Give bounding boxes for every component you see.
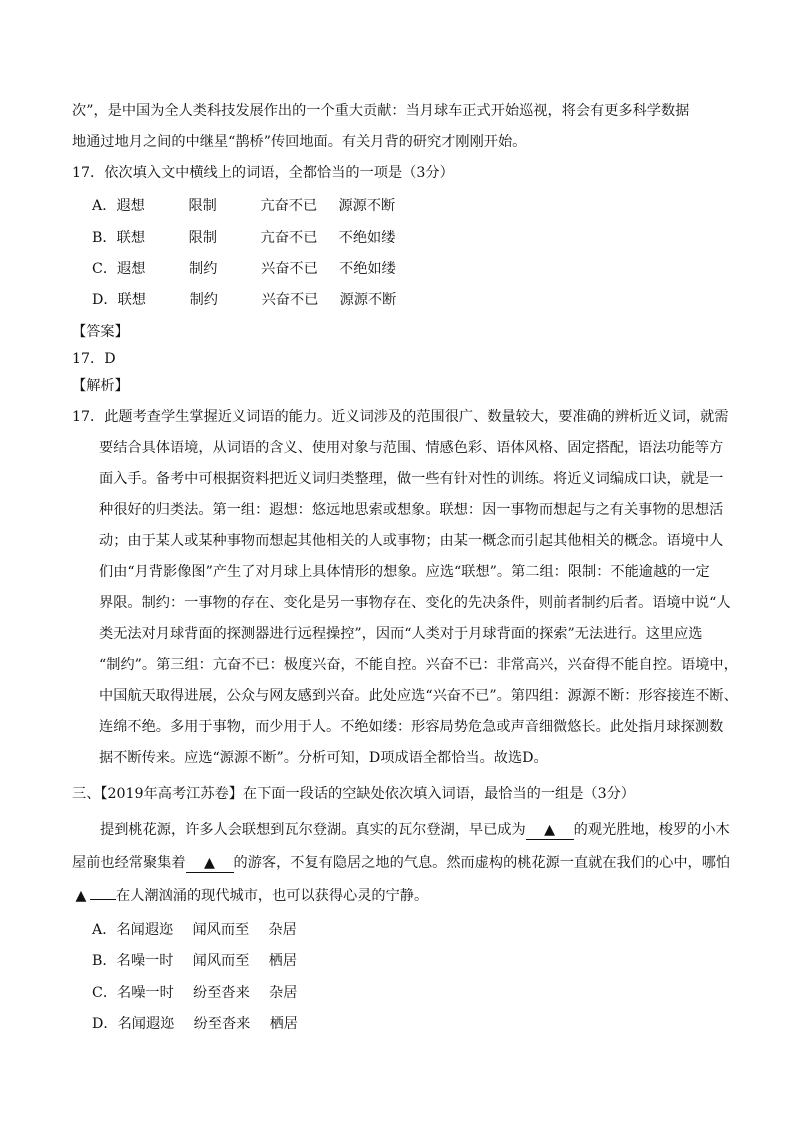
analysis-line: 据不断传来。应选“源源不断”。分析可知，D项成语全都恰当。故选D。 [99, 750, 548, 766]
analysis-line: “制约”。第三组：亢奋不已：极度兴奋，不能自控。兴奋不已：非常高兴，兴奋得不能自控。语境中， [99, 657, 738, 673]
option-word-3: 兴奋不已 [261, 261, 318, 277]
option-word-1: 联想 [117, 292, 146, 308]
option-word-2: 制约 [189, 292, 218, 308]
passage-text: 屋前也经常聚集着 [72, 855, 186, 871]
option-word-2: 纷至沓来 [193, 1016, 251, 1032]
option-letter: B． [92, 953, 117, 969]
option-word-4: 不绝如缕 [338, 230, 396, 246]
option-word-1: 名闻遐迩 [117, 1016, 175, 1032]
answer-label: 【答案】 [72, 324, 129, 340]
option-word-3: 兴奋不已 [261, 292, 319, 308]
option-word-2: 限制 [188, 198, 217, 214]
option-word-3: 亢奋不已 [260, 230, 318, 246]
analysis-line: 中国航天取得进展，公众与网友感到兴奋。此处应选“兴奋不已”。第四组：源源不断：形容接连不断、 [99, 688, 738, 704]
passage-line-1 [100, 820, 730, 840]
analysis-line: 类无法对月球背面的探测器进行远程操控”，因而“人类对于月球背面的探索”无法进行。这里应选 [99, 626, 703, 642]
option-word-4: 源源不断 [339, 292, 397, 308]
passage-text: 的游客，不复有隐居之地的气息。然而虚构的桃花源一直就在我们的心中，哪怕 [233, 855, 731, 871]
q17-option-c [92, 259, 396, 279]
q17-option-d [92, 290, 396, 310]
option-word-3: 亢奋不已 [260, 198, 318, 214]
passage-line-3 [72, 886, 428, 906]
analysis-line: 动；由于某人或某种事物而想起其他相关的人或事物；由某一概念而引起其他相关的概念。语境中人 [99, 533, 724, 549]
sec3-option-d [92, 1014, 298, 1034]
option-word-1: 联想 [116, 230, 146, 246]
analysis-line: 们由“月背影像图”产生了对月球上具体情形的想象。应选“联想”。第二组：限制：不能逾越的一定 [99, 564, 710, 580]
analysis-line: 要结合具体语境，从词语的含义、使用对象与范围、情感色彩、语体风格、固定搭配，语法功能等方 [99, 440, 724, 456]
option-word-4: 源源不断 [338, 198, 396, 214]
option-letter: A． [92, 922, 117, 938]
passage-text: 提到桃花源，许多人会联想到瓦尔登湖。真实的瓦尔登湖，早已成为 [100, 822, 526, 838]
analysis-line: 连绵不绝。多用于事物，而少用于人。不绝如缕：形容局势危急或声音细微悠长。此处指月球探测数 [99, 719, 724, 735]
option-word-2: 限制 [188, 230, 218, 246]
option-letter: C． [92, 985, 118, 1001]
option-word-2: 制约 [189, 261, 218, 277]
analysis-line: 界限。制约：一事物的存在、变化是另一事物存在、变化的先决条件，则前者制约后者。语境中说“人 [99, 595, 731, 611]
intro-line-1: 次”，是中国为全人类科技发展作出的一个重大贡献：当月球车正式开始巡视，将会有更多科学数据 [72, 103, 690, 119]
sec3-option-a [92, 920, 297, 940]
option-word-1: 名闻遐迩 [116, 922, 174, 938]
answer-value: 17．D [72, 351, 116, 367]
fill-blank-3-underline [90, 899, 116, 900]
option-word-1: 遐想 [116, 198, 145, 214]
sec3-option-c [92, 983, 297, 1003]
option-word-3: 栖居 [269, 1016, 298, 1032]
option-word-2: 纷至沓来 [193, 985, 250, 1001]
passage-line-2 [72, 853, 730, 873]
option-letter: D． [92, 1016, 118, 1032]
section-3-heading: 三、【2019年高考江苏卷】在下面一段话的空缺处依次填入词语，最恰当的一组是（3分） [72, 786, 635, 802]
option-word-3: 栖居 [268, 953, 298, 969]
option-word-4: 不绝如缕 [339, 261, 396, 277]
question-17-stem: 17．依次填入文中横线上的词语，全都恰当的一项是（3分） [72, 165, 454, 181]
passage-text: 在人潮汹涌的现代城市，也可以获得心灵的宁静。 [116, 888, 429, 904]
q17-option-a [92, 196, 395, 216]
option-word-1: 名噪一时 [117, 985, 174, 1001]
analysis-line: 17．此题考查学生掌握近义词语的能力。近义词涉及的范围很广、数量较大，要准确的辨析近义词，就需 [72, 409, 729, 425]
q17-option-b [92, 228, 395, 248]
fill-blank-3: ▲ [75, 888, 87, 904]
option-word-3: 杂居 [269, 985, 298, 1001]
option-word-2: 闻风而至 [192, 922, 250, 938]
intro-line-2: 地通过地月之间的中继星“鹊桥”传回地面。有关月背的研究才刚刚开始。 [72, 134, 527, 150]
analysis-line: 面入手。备考中可根据资料把近义词归类整理，做一些有针对性的训练。将近义词编成口诀，就是一 [99, 471, 724, 487]
analysis-line: 种很好的归类法。第一组：遐想：悠远地思索或想象。联想：因一事物而想起与之有关事物的思想活 [99, 502, 724, 518]
option-word-1: 名噪一时 [116, 953, 174, 969]
sec3-option-b [92, 951, 297, 971]
option-letter: B． [92, 230, 117, 246]
option-letter: D． [92, 292, 118, 308]
option-word-2: 闻风而至 [192, 953, 250, 969]
fill-blank-1: ▲ [526, 821, 574, 840]
fill-blank-2: ▲ [186, 854, 234, 873]
option-word-1: 遐想 [117, 261, 146, 277]
analysis-label: 【解析】 [72, 378, 129, 394]
option-letter: C． [92, 261, 118, 277]
option-word-3: 杂居 [268, 922, 297, 938]
passage-text: 的观光胜地，梭罗的小木 [573, 822, 730, 838]
option-letter: A． [92, 198, 117, 214]
